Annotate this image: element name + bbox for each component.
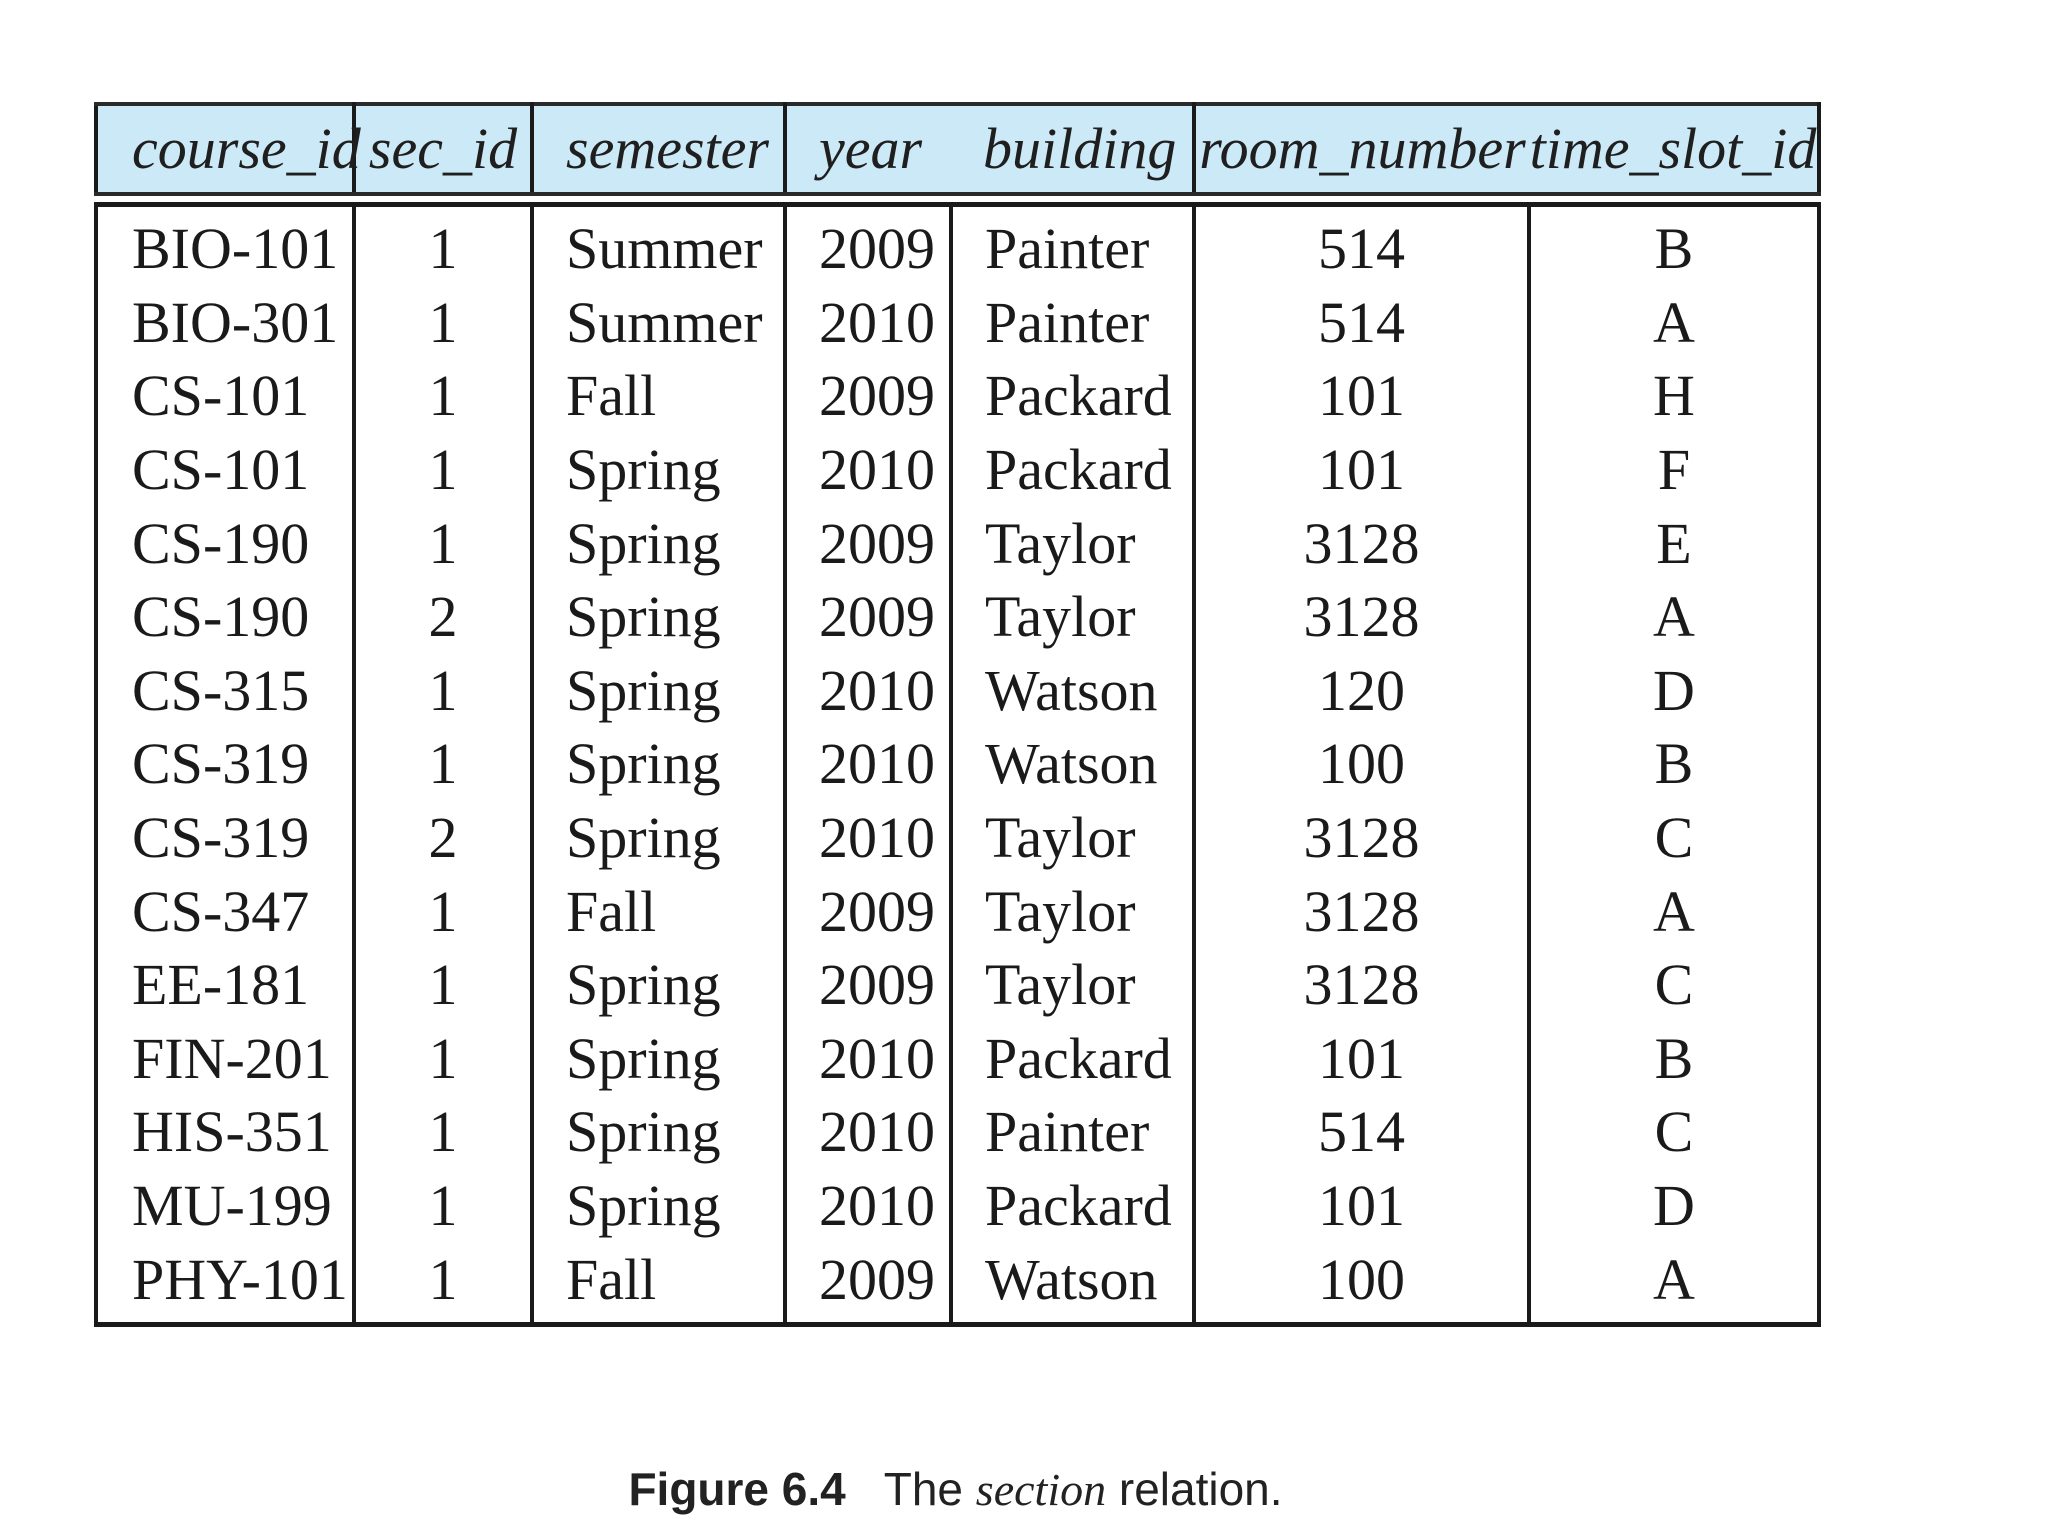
- cell-course-id: PHY-101: [96, 1243, 354, 1325]
- cell-semester: Spring: [532, 1169, 785, 1243]
- cell-sec-id: 1: [354, 507, 532, 581]
- figure-caption: [94, 1462, 1817, 1516]
- table-row: [96, 875, 1819, 949]
- cell-sec-id: 1: [354, 360, 532, 434]
- cell-room-number: 3128: [1194, 801, 1529, 875]
- cell-year: 2010: [785, 728, 951, 802]
- cell-course-id: MU-199: [96, 1169, 354, 1243]
- cell-sec-id: 1: [354, 654, 532, 728]
- header-room-number: room_number: [1194, 104, 1529, 194]
- table-body: [96, 204, 1819, 1325]
- cell-building: Packard: [951, 433, 1194, 507]
- table-row: [96, 801, 1819, 875]
- cell-room-number: 101: [1194, 1022, 1529, 1096]
- cell-semester: Spring: [532, 580, 785, 654]
- cell-sec-id: 1: [354, 1169, 532, 1243]
- cell-semester: Fall: [532, 360, 785, 434]
- section-relation-table: [94, 102, 1821, 1327]
- cell-semester: Summer: [532, 286, 785, 360]
- cell-time-slot-id: D: [1529, 654, 1819, 728]
- cell-time-slot-id: A: [1529, 286, 1819, 360]
- cell-semester: Spring: [532, 948, 785, 1022]
- cell-semester: Spring: [532, 1022, 785, 1096]
- cell-course-id: BIO-101: [96, 204, 354, 286]
- cell-time-slot-id: E: [1529, 507, 1819, 581]
- cell-building: Watson: [951, 728, 1194, 802]
- cell-room-number: 120: [1194, 654, 1529, 728]
- cell-year: 2010: [785, 654, 951, 728]
- cell-sec-id: 1: [354, 728, 532, 802]
- caption-prefix: The: [883, 1463, 964, 1515]
- cell-building: Taylor: [951, 507, 1194, 581]
- caption-italic-word: section: [975, 1464, 1107, 1515]
- header-row: [96, 104, 1819, 194]
- caption-suffix: relation.: [1118, 1463, 1283, 1515]
- table-row: [96, 948, 1819, 1022]
- cell-time-slot-id: A: [1529, 1243, 1819, 1325]
- cell-course-id: CS-101: [96, 360, 354, 434]
- cell-year: 2009: [785, 875, 951, 949]
- cell-sec-id: 1: [354, 433, 532, 507]
- cell-room-number: 514: [1194, 286, 1529, 360]
- cell-building: Painter: [951, 286, 1194, 360]
- cell-time-slot-id: B: [1529, 728, 1819, 802]
- cell-time-slot-id: A: [1529, 580, 1819, 654]
- header-semester: semester: [532, 104, 785, 194]
- cell-semester: Spring: [532, 1096, 785, 1170]
- cell-sec-id: 1: [354, 948, 532, 1022]
- cell-sec-id: 1: [354, 1243, 532, 1325]
- table-row: [96, 1096, 1819, 1170]
- cell-sec-id: 2: [354, 580, 532, 654]
- cell-building: Taylor: [951, 875, 1194, 949]
- cell-time-slot-id: F: [1529, 433, 1819, 507]
- cell-sec-id: 1: [354, 1022, 532, 1096]
- table-row: [96, 1169, 1819, 1243]
- cell-time-slot-id: B: [1529, 1022, 1819, 1096]
- cell-time-slot-id: D: [1529, 1169, 1819, 1243]
- cell-time-slot-id: A: [1529, 875, 1819, 949]
- cell-room-number: 101: [1194, 433, 1529, 507]
- cell-room-number: 100: [1194, 1243, 1529, 1325]
- cell-building: Watson: [951, 654, 1194, 728]
- header-gap: [96, 194, 1819, 204]
- table-row: [96, 507, 1819, 581]
- cell-year: 2010: [785, 1169, 951, 1243]
- cell-sec-id: 1: [354, 1096, 532, 1170]
- cell-year: 2009: [785, 948, 951, 1022]
- cell-room-number: 514: [1194, 1096, 1529, 1170]
- cell-room-number: 3128: [1194, 948, 1529, 1022]
- cell-room-number: 3128: [1194, 580, 1529, 654]
- cell-course-id: CS-319: [96, 728, 354, 802]
- cell-course-id: BIO-301: [96, 286, 354, 360]
- cell-course-id: CS-190: [96, 507, 354, 581]
- header-gap-row: [96, 194, 1819, 204]
- cell-year: 2009: [785, 507, 951, 581]
- cell-sec-id: 2: [354, 801, 532, 875]
- cell-building: Watson: [951, 1243, 1194, 1325]
- header-year: year: [785, 104, 951, 194]
- cell-year: 2009: [785, 1243, 951, 1325]
- cell-building: Packard: [951, 360, 1194, 434]
- caption-label: Figure 6.4: [628, 1463, 846, 1515]
- header-sec-id: sec_id: [354, 104, 532, 194]
- cell-course-id: CS-190: [96, 580, 354, 654]
- cell-building: Taylor: [951, 580, 1194, 654]
- cell-building: Packard: [951, 1169, 1194, 1243]
- cell-time-slot-id: C: [1529, 948, 1819, 1022]
- cell-semester: Spring: [532, 654, 785, 728]
- cell-room-number: 514: [1194, 204, 1529, 286]
- cell-course-id: FIN-201: [96, 1022, 354, 1096]
- cell-room-number: 100: [1194, 728, 1529, 802]
- cell-semester: Spring: [532, 801, 785, 875]
- cell-room-number: 3128: [1194, 875, 1529, 949]
- cell-time-slot-id: H: [1529, 360, 1819, 434]
- cell-semester: Fall: [532, 875, 785, 949]
- cell-course-id: CS-319: [96, 801, 354, 875]
- table-row: [96, 360, 1819, 434]
- cell-building: Painter: [951, 204, 1194, 286]
- table-row: [96, 728, 1819, 802]
- cell-time-slot-id: C: [1529, 801, 1819, 875]
- cell-room-number: 101: [1194, 360, 1529, 434]
- cell-year: 2009: [785, 580, 951, 654]
- cell-year: 2009: [785, 204, 951, 286]
- header-time-slot-id: time_slot_id: [1529, 104, 1819, 194]
- cell-course-id: EE-181: [96, 948, 354, 1022]
- cell-sec-id: 1: [354, 204, 532, 286]
- cell-semester: Spring: [532, 433, 785, 507]
- table-row: [96, 433, 1819, 507]
- cell-building: Packard: [951, 1022, 1194, 1096]
- cell-time-slot-id: C: [1529, 1096, 1819, 1170]
- table-row: [96, 654, 1819, 728]
- table-row: [96, 1243, 1819, 1325]
- cell-year: 2010: [785, 1022, 951, 1096]
- cell-year: 2009: [785, 360, 951, 434]
- cell-year: 2010: [785, 433, 951, 507]
- cell-semester: Summer: [532, 204, 785, 286]
- cell-year: 2010: [785, 1096, 951, 1170]
- cell-course-id: CS-315: [96, 654, 354, 728]
- table-header: [96, 104, 1819, 194]
- cell-room-number: 101: [1194, 1169, 1529, 1243]
- cell-time-slot-id: B: [1529, 204, 1819, 286]
- cell-building: Taylor: [951, 948, 1194, 1022]
- header-gap-cell: [96, 194, 1819, 204]
- table-row: [96, 1022, 1819, 1096]
- cell-room-number: 3128: [1194, 507, 1529, 581]
- cell-semester: Spring: [532, 728, 785, 802]
- cell-building: Painter: [951, 1096, 1194, 1170]
- cell-course-id: HIS-351: [96, 1096, 354, 1170]
- cell-sec-id: 1: [354, 875, 532, 949]
- cell-course-id: CS-101: [96, 433, 354, 507]
- cell-semester: Fall: [532, 1243, 785, 1325]
- header-building: building: [951, 104, 1194, 194]
- header-course-id: course_id: [96, 104, 354, 194]
- cell-course-id: CS-347: [96, 875, 354, 949]
- cell-year: 2010: [785, 286, 951, 360]
- table-row: [96, 204, 1819, 286]
- cell-building: Taylor: [951, 801, 1194, 875]
- table-row: [96, 580, 1819, 654]
- table-row: [96, 286, 1819, 360]
- cell-semester: Spring: [532, 507, 785, 581]
- cell-sec-id: 1: [354, 286, 532, 360]
- cell-year: 2010: [785, 801, 951, 875]
